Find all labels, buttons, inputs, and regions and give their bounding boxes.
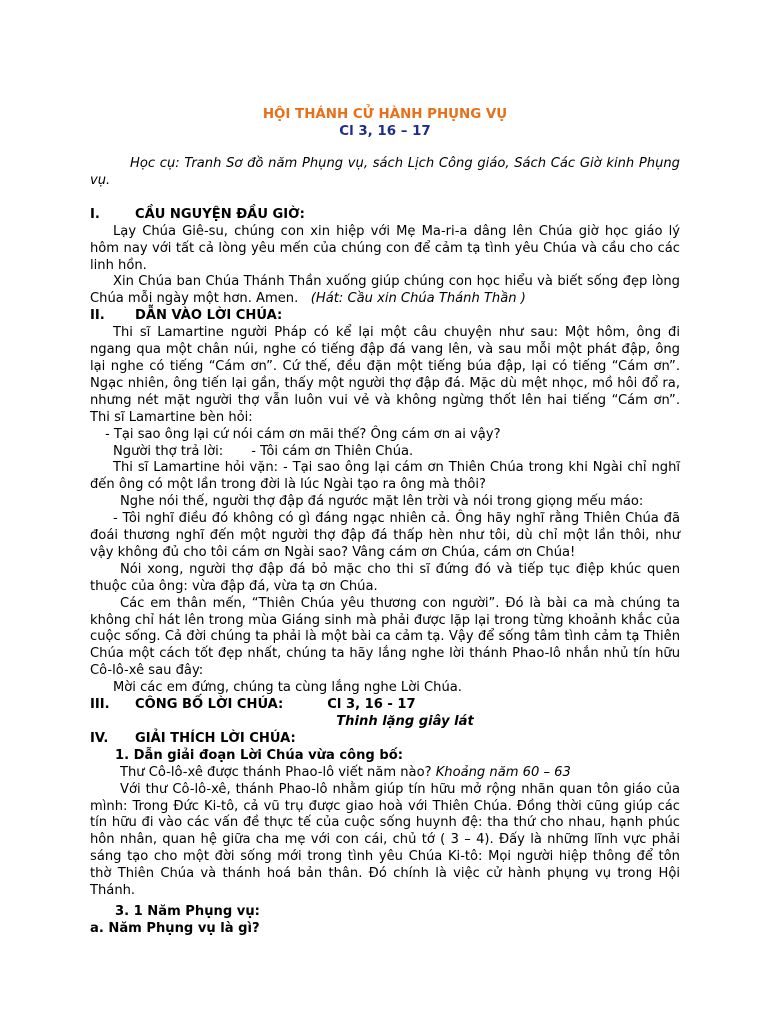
section-title: CÔNG BỐ LỜI CHÚA: xyxy=(135,697,284,713)
prayer-paragraph-2 xyxy=(90,274,680,308)
question-text: Thư Cô-lô-xê được thánh Phao-lô viết năm nào? xyxy=(120,764,432,780)
prayer-text: Xin Chúa ban Chúa Thánh Thần xuống giúp chúng con học hiểu và biết sống đẹp lòng Chúa mỗi ngày một hơn. Amen. xyxy=(90,274,680,307)
doc-reference: Cl 3, 16 – 17 xyxy=(339,124,431,139)
section-title: CẦU NGUYỆN ĐẦU GIỜ: xyxy=(135,206,305,222)
story-paragraph-3: Nghe nói thế, người thợ đập đá ngước mặt lên trời và nói trong giọng mếu máo: xyxy=(120,494,644,510)
doc-title: HỘI THÁNH CỬ HÀNH PHỤNG VỤ xyxy=(262,107,508,122)
story-paragraph-7: Mời các em đứng, chúng ta cùng lắng nghe Lời Chúa. xyxy=(113,680,462,696)
story-answer xyxy=(90,444,680,461)
section-title: GIẢI THÍCH LỜI CHÚA: xyxy=(135,730,296,746)
section-heading-3 xyxy=(90,697,680,714)
story-paragraph-4: - Tôi nghĩ điều đó không có gì đáng ngạc nhiên cả. Ông hãy nghĩ rằng Thiên Chúa đã đoái thương nghĩ đến một người thợ đập đá thấp hèn như tôi, dù chỉ một lần thôi, như vậy không đủ cho tôi cám ơn Ngài sao? Vâng cám ơn Chúa, cám ơn Chúa! xyxy=(90,511,680,560)
section-title: DẪN VÀO LỜI CHÚA: xyxy=(135,308,283,324)
subsection-1: 1. Dẫn giải đoạn Lời Chúa vừa công bố: xyxy=(115,747,403,763)
section-number: I. xyxy=(90,206,100,222)
story-paragraph-5: Nói xong, người thợ đập đá bỏ mặc cho thi sĩ đứng đó và tiếp tục điệp khúc quen thuộc của ông: vừa đập đá, vừa tạ ơn Chúa. xyxy=(90,561,680,594)
silence-note: Thinh lặng giây lát xyxy=(336,714,474,729)
explanation-paragraph: Với thư Cô-lô-xê, thánh Phao-lô nhằm giúp tín hữu mở rộng nhãn quan tôn giáo của mình: Trong Đức Ki-tô, cả vũ trụ được giao hoà với Thiên Chúa. Đồng thời cũng giúp các tín hữu đi vào các vấn đề thực tế của cuộc sống huynh đệ: tha thứ cho nhau, hạnh phúc hôn nhân, quan hệ giữa cha mẹ với con cái, chủ tớ ( 3 – 4). Đấy là những lĩnh vực phải sáng tạo cho một đời sống mới trong tình yêu Chúa Ki-tô: Mọi người hiệp thông để tôn thờ Thiên Chúa và thánh hoá bản thân. Đó chính là việc cử hành phụng vụ trong Hội Thánh. xyxy=(90,781,680,899)
story-paragraph-6: Các em thân mến, “Thiên Chúa yêu thương con người”. Đó là bài ca mà chúng ta không chỉ hát lên trong mùa Giáng sinh mà phải được lặp lại trong từng khoảnh khắc của cuộc sống. Cả đời chúng ta phải là một bài ca cảm tạ. Vậy để sống tâm tình cảm tạ Thiên Chúa một cách tốt đẹp nhất, chúng ta hãy lắng nghe lời thánh Phao-lô nhắn nhủ tín hữu Cô-lô-xê sau đây: xyxy=(90,595,680,679)
subsection-3: a. Năm Phụng vụ là gì? xyxy=(90,920,260,936)
section-number: IV. xyxy=(90,730,109,746)
section-number: II. xyxy=(90,308,105,324)
subsection-2: 3. 1 Năm Phụng vụ: xyxy=(115,903,260,919)
section-heading-2 xyxy=(90,308,680,325)
answer-text: - Tôi cám ơn Thiên Chúa. xyxy=(251,443,414,459)
materials-paragraph: Học cụ: Tranh Sơ đồ năm Phụng vụ, sách Lịch Công giáo, Sách Các Giờ kinh Phụng vụ. xyxy=(90,156,680,188)
story-paragraph-1: Thi sĩ Lamartine người Pháp có kể lại một câu chuyện như sau: Một hôm, ông đi ngang qua một chân núi, nghe có tiếng đập đá vang lên, và sau mỗi một phát đập, ông lại nghe có tiếng “Cám ơn”. Cứ thế, đều đặn một tiếng búa đập, lại có tiếng “Cám ơn”. Ngạc nhiên, ông tiến lại gần, thấy một người thợ đập đá. Mặc dù mệt nhọc, mồ hôi đổ ra, nhưng nét mặt người thợ vẫn luôn vui vẻ và không ngừng thốt lên hai tiếng “Cám ơn”. Thi sĩ Lamartine bèn hỏi: xyxy=(90,325,680,425)
scripture-reference: Cl 3, 16 - 17 xyxy=(327,697,416,713)
section-number: III. xyxy=(90,697,110,713)
question-answer: Khoảng năm 60 – 63 xyxy=(435,764,571,780)
song-hint: (Hát: Cầu xin Chúa Thánh Thần ) xyxy=(310,291,526,307)
prayer-paragraph-1: Lạy Chúa Giê-su, chúng con xin hiệp với Mẹ Ma-ri-a dâng lên Chúa giờ học giáo lý hôm nay với tất cả lòng yêu mến của chúng con để cảm tạ tình yêu Chúa và cầu cho các linh hồn. xyxy=(90,223,680,273)
question-line xyxy=(90,765,680,782)
story-question: - Tại sao ông lại cứ nói cám ơn mãi thế? Ông cám ơn ai vậy? xyxy=(105,426,501,442)
answer-lead: Người thợ trả lời: xyxy=(113,443,224,459)
section-heading-4 xyxy=(90,731,680,748)
section-heading-1 xyxy=(90,207,680,224)
story-paragraph-2: Thi sĩ Lamartine hỏi vặn: - Tại sao ông lại cám ơn Thiên Chúa trong khi Ngài chỉ nghĩ đến ông có một lần trong đời là lúc Ngài tạo ra ông mà thôi? xyxy=(90,460,680,493)
